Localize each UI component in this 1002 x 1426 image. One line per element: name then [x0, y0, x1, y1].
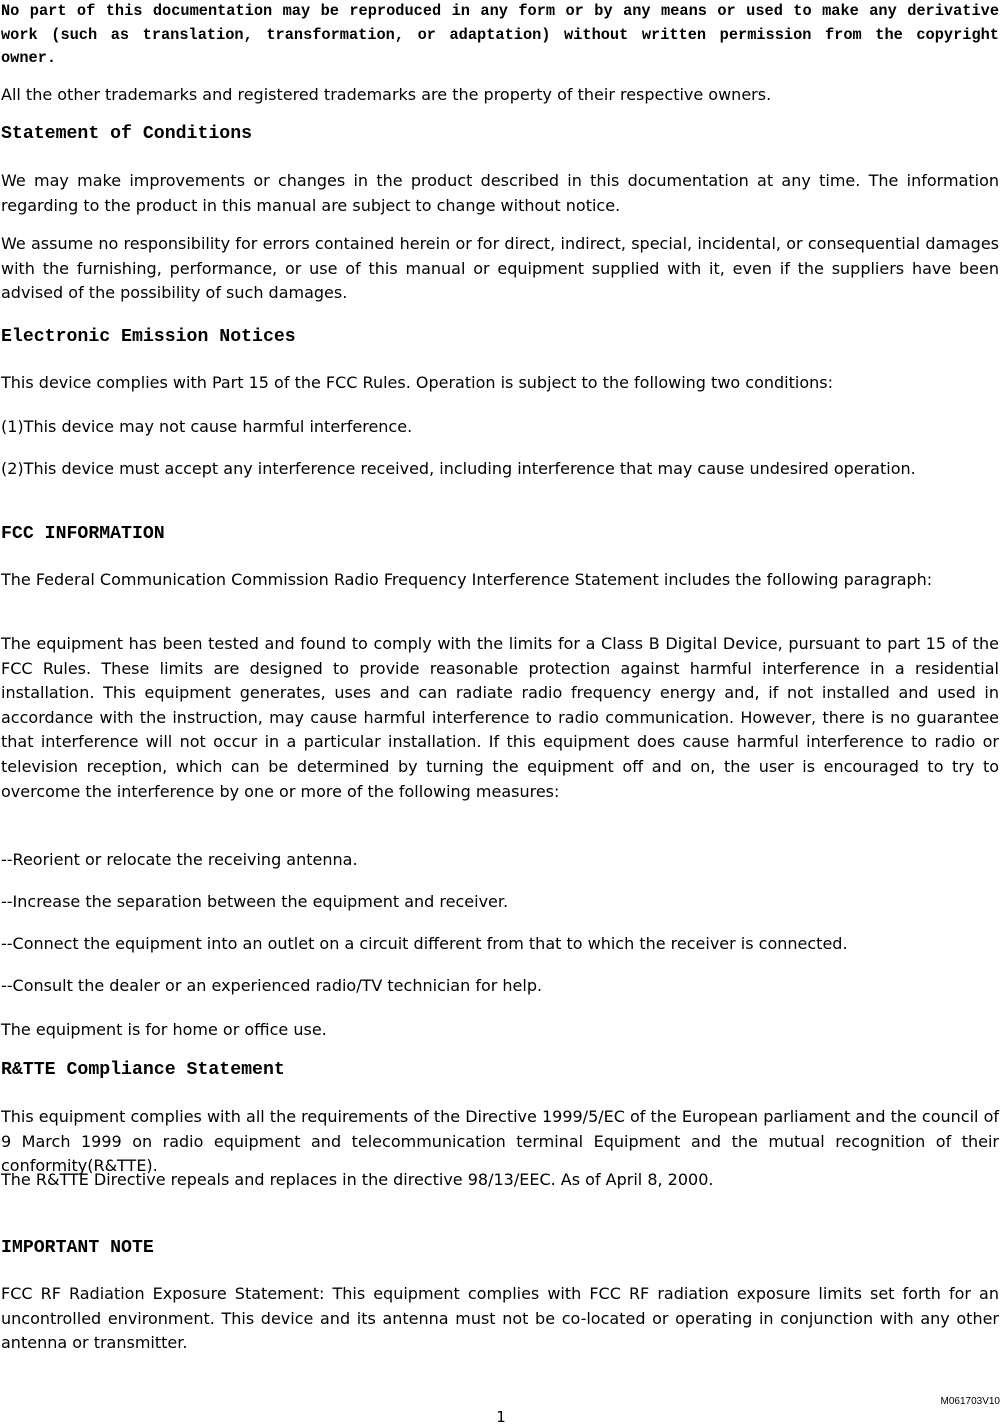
- rtte-heading: R&TTE Compliance Statement: [1, 1060, 285, 1080]
- copyright-notice: No part of this documentation may be reproduced in any form or by any means or used to make any derivative work (such as translation, transformation, or adaptation) without written permission from the copyright owner.: [1, 2, 999, 67]
- page-number: 1: [496, 1408, 506, 1426]
- fcc-information-heading: FCC INFORMATION: [1, 524, 165, 544]
- emission-intro: This device complies with Part 15 of the FCC Rules. Operation is subject to the following two conditions:: [1, 373, 833, 392]
- fcc-measure-4: --Consult the dealer or an experienced radio/TV technician for help.: [1, 976, 543, 995]
- rtte-paragraph-1: This equipment complies with all the requirements of the Directive 1999/5/EC of the European parliament and the council of 9 March 1999 on radio equipment and telecommunication terminal Equipment and the mutual recognition of their conformity(R&TTE).: [1, 1107, 999, 1176]
- rtte-paragraph-2: The R&TTE Directive repeals and replaces in the directive 98/13/EEC. As of April 8, 2000.: [1, 1170, 714, 1189]
- fcc-body: The equipment has been tested and found to comply with the limits for a Class B Digital Device, pursuant to part 15 of the FCC Rules. These limits are designed to provide reasonable protection against harmful interference in a residential installation. This equipment generates, uses and can radiate radio frequency energy and, if not installed and used in accordance with the instruction, may cause harmful interference to radio communication. However, there is no guarantee that interference will not occur in a particular installation. If this equipment does cause harmful interference to radio or television reception, which can be determined by turning the equipment off and on, the user is encouraged to try to overcome the interference by one or more of the following measures:: [1, 634, 999, 801]
- fcc-measure-2: --Increase the separation between the equipment and receiver.: [1, 892, 509, 911]
- emission-condition-2: (2)This device must accept any interference received, including interference that may cause undesired operation.: [1, 459, 916, 478]
- important-note-paragraph: FCC RF Radiation Exposure Statement: This equipment complies with FCC RF radiation exposure limits set forth for an uncontrolled environment. This device and its antenna must not be co-located or operating in conjunction with any other antenna or transmitter.: [1, 1284, 999, 1353]
- emission-condition-1: (1)This device may not cause harmful interference.: [1, 417, 413, 436]
- fcc-use-statement: The equipment is for home or office use.: [1, 1020, 327, 1039]
- document-code: M061703V10: [940, 1396, 1000, 1407]
- conditions-paragraph-2: We assume no responsibility for errors contained herein or for direct, indirect, special, incidental, or consequential damages with the furnishing, performance, or use of this manual or equipment supplied with it, even if the suppliers have been advised of the possibility of such damages.: [1, 234, 999, 303]
- emission-notices-heading: Electronic Emission Notices: [1, 327, 296, 347]
- conditions-paragraph-1: We may make improvements or changes in the product described in this documentation at any time. The information regarding to the product in this manual are subject to change without notice.: [1, 171, 999, 215]
- statement-of-conditions-heading: Statement of Conditions: [1, 124, 253, 144]
- fcc-measure-3: --Connect the equipment into an outlet on a circuit different from that to which the receiver is connected.: [1, 934, 848, 953]
- important-note-heading: IMPORTANT NOTE: [1, 1238, 154, 1258]
- trademarks-text: All the other trademarks and registered trademarks are the property of their respective owners.: [1, 85, 772, 104]
- fcc-intro: The Federal Communication Commission Radio Frequency Interference Statement includes the following paragraph:: [1, 570, 933, 589]
- fcc-measure-1: --Reorient or relocate the receiving antenna.: [1, 850, 358, 869]
